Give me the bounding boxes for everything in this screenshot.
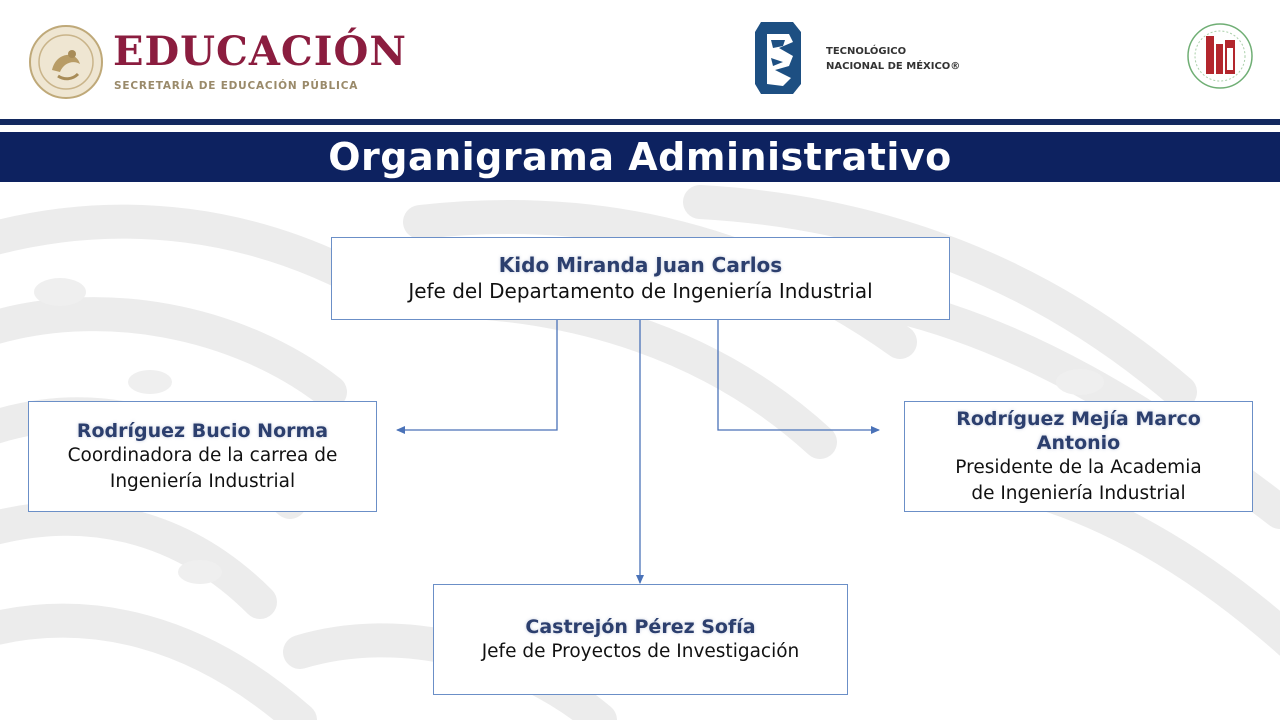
page-title: Organigrama Administrativo bbox=[328, 135, 952, 179]
tecnologico-text bbox=[826, 44, 960, 74]
bottom-role: Jefe de Proyectos de Investigación bbox=[481, 640, 800, 662]
right-role-line-2: de Ingeniería Industrial bbox=[971, 482, 1186, 504]
title-bar bbox=[0, 132, 1280, 182]
right-name-line-1: Rodríguez Mejía Marco bbox=[956, 407, 1201, 430]
right-role-line-1: Presidente de la Academia bbox=[955, 456, 1202, 478]
top-name: Kido Miranda Juan Carlos bbox=[498, 253, 783, 277]
institute-logo-icon bbox=[1186, 20, 1254, 92]
mexico-seal-icon bbox=[28, 24, 104, 100]
header-separator bbox=[0, 119, 1280, 125]
org-box-top bbox=[331, 237, 950, 320]
educacion-logo-text: EDUCACIÓN bbox=[113, 28, 407, 75]
org-box-right bbox=[904, 401, 1253, 512]
left-role-line-2: Ingeniería Industrial bbox=[109, 470, 296, 492]
header bbox=[0, 0, 1280, 118]
tecnologico-line-2: NACIONAL DE MÉXICO® bbox=[826, 61, 961, 72]
org-box-left bbox=[28, 401, 377, 512]
right-name-line-2: Antonio bbox=[1036, 431, 1121, 454]
tecnologico-logo-icon bbox=[753, 18, 805, 98]
tecnologico-line-1: TECNOLÓGICO bbox=[826, 46, 907, 57]
bottom-name: Castrejón Pérez Sofía bbox=[525, 615, 756, 638]
top-role: Jefe del Departamento de Ingeniería Industrial bbox=[408, 279, 873, 303]
org-box-bottom bbox=[433, 584, 848, 695]
left-name: Rodríguez Bucio Norma bbox=[76, 419, 329, 442]
left-role-line-1: Coordinadora de la carrea de bbox=[67, 444, 338, 466]
secretaria-text: SECRETARÍA DE EDUCACIÓN PÚBLICA bbox=[114, 80, 359, 92]
